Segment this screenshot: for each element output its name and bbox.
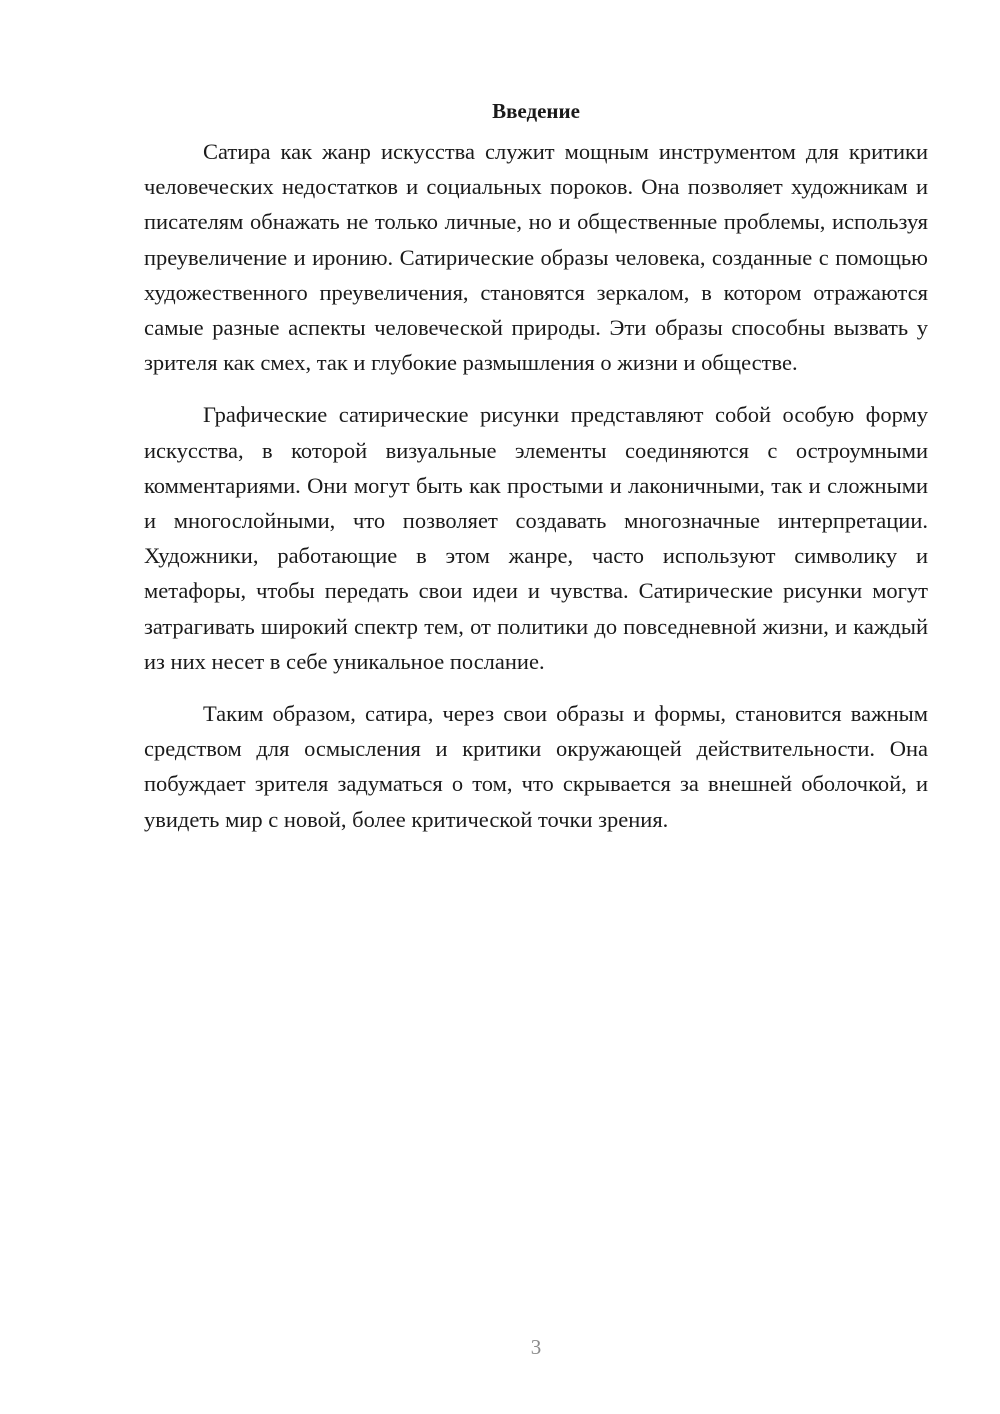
page-content [144,96,928,854]
page-number: 3 [530,1335,542,1359]
paragraph-1: Сатира как жанр искусства служит мощным инструментом для критики человеческих недостатков и социальных пороков. Она позволяет художникам и писателям обнажать не только личные, но и общественные проблемы, используя преувеличение и иронию. Сатирические образы человека, созданные с помощью художественного преувеличения, становятся зеркалом, в котором отражаются самые разные аспекты человеческой природы. Эти образы способны вызвать у зрителя как смех, так и глубокие размышления о жизни и обществе. [144,139,928,376]
page-title: Введение [492,99,580,123]
paragraph-2: Графические сатирические рисунки представляют собой особую форму искусства, в которой визуальные элементы соединяются с остроумными комментариями. Они могут быть как простыми и лаконичными, так и сложными и многослойными, что позволяет создавать многозначные интерпретации. Художники, работающие в этом жанре, часто используют символику и метафоры, чтобы передать свои идеи и чувства. Сатирические рисунки могут затрагивать широкий спектр тем, от политики до повседневной жизни, и каждый из них несет в себе уникальное послание. [144,402,928,674]
paragraph-3: Таким образом, сатира, через свои образы и формы, становится важным средством для осмысления и критики окружающей действительности. Она побуждает зрителя задуматься о том, что скрывается за внешней оболочкой, и увидеть мир с новой, более критической точки зрения. [144,701,928,832]
